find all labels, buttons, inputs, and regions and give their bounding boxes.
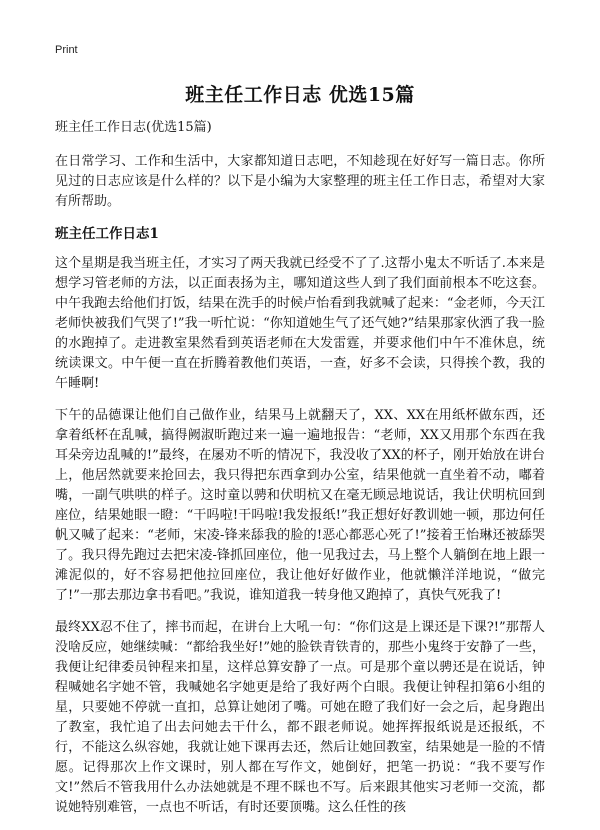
print-label[interactable]: Print — [55, 44, 78, 56]
document-body — [55, 118, 545, 830]
page-title: 班主任工作日志 优选15篇 — [185, 84, 415, 106]
body-paragraph-2: 下午的品德课让他们自己做作业，结果马上就翻天了，XX、XX在用纸杯做东西，还拿着纸杯在乱喊，搞得阙淑昕跑过来一遍一遍地报告：“老师，XX又用那个东西在我耳朵旁边乱喊的!”最终，在屡劝不听的情况下，我没收了XX的杯子，刚开始放在讲台上，他居然就要来抢回去，我只得把东西拿到办公室，结果他就一直坐着不动，嘟着嘴，一副气哄哄的样子。这时童以骋和伏明杭又在毫无顾忌地说话，我让伏明杭回到座位，结果她眼一瞪：“干吗啦!干吗啦!我发报纸!”我正想好好教训她一顿，那边何任帆又喊了起来：“老师，宋凌-锋来舔我的脸的!恶心都恶心死了!”接着王怡琳还被舔哭了。我只得先跑过去把宋凌-锋抓回座位，他一见我过去，马上整个人躺倒在地上跟一滩泥似的，好不容易把他拉回座位，我让他好好做作业，他就懒洋洋地说，“做完了!”一那去那边拿书看吧。”我说，谁知道我一转身他又跑掉了，真快气死我了! — [55, 408, 545, 603]
document-subtitle: 班主任工作日志(优选15篇) — [55, 120, 212, 135]
body-paragraph-1: 这个星期是我当班主任，才实习了两天我就已经受不了了.这帮小鬼太不听话了.本来是想学习管老师的方法，以正面表扬为主，哪知道这些人到了我们面前根本不吃这套。中午我跑去给他们打饭，结果在洗手的时候卢怡看到我就喊了起来：“金老师，今天江老师快被我们气哭了!”我一听忙说：“你知道她生气了还气她?”结果那家伙洒了我一脸的水跑掉了。走进教室果然看到英语老师在大发雷霆，并要求他们中午不准休息，统统读课文。中午便一直在折腾着教他们英语，一查，好多不会读，只得挨个教，我的午睡啊! — [55, 256, 545, 391]
section-heading: 班主任工作日志1 — [55, 226, 159, 242]
intro-paragraph: 在日常学习、工作和生活中，大家都知道日志吧，不知趁现在好好写一篇日志。你所见过的日志应该是什么样的？以下是小编为大家整理的班主任工作日志，希望对大家有所帮助。 — [55, 154, 545, 209]
body-paragraph-3: 最终XX忍不住了，摔书而起，在讲台上大吼一句：“你们这是上课还是下课?!”那帮人没啥反应，她继续喊：“都给我坐好!”她的脸铁青铁青的，那些小鬼终于安静了一些，我便让纪律委员钟程来扣星，这样总算安静了一点。可是那个童以骋还是在说话，钟程喊她名字她不管，我喊她名字她更是给了我好两个白眼。我便让钟程扣第6小组的星，只要她不停就一直扣，总算让她闭了嘴。可她在瞪了我们好一会之后，起身跑出了教室，我忙追了出去问她去干什么，都不跟老师说。她挥挥报纸说是还报纸，不行，不能这么纵容她，我就让她下课再去还，然后让她回教室，结果她是一脸的不情愿。记得那次上作文课时，别人都在写作文，她倒好，把笔一扔说：“我不要写作文!”然后不管我用什么办法她就是不理不睬也不写。后来跟其他实习老师一交流，都说她特别难管，一点也不听话，有时还要顶嘴。这么任性的孩 — [55, 620, 545, 815]
